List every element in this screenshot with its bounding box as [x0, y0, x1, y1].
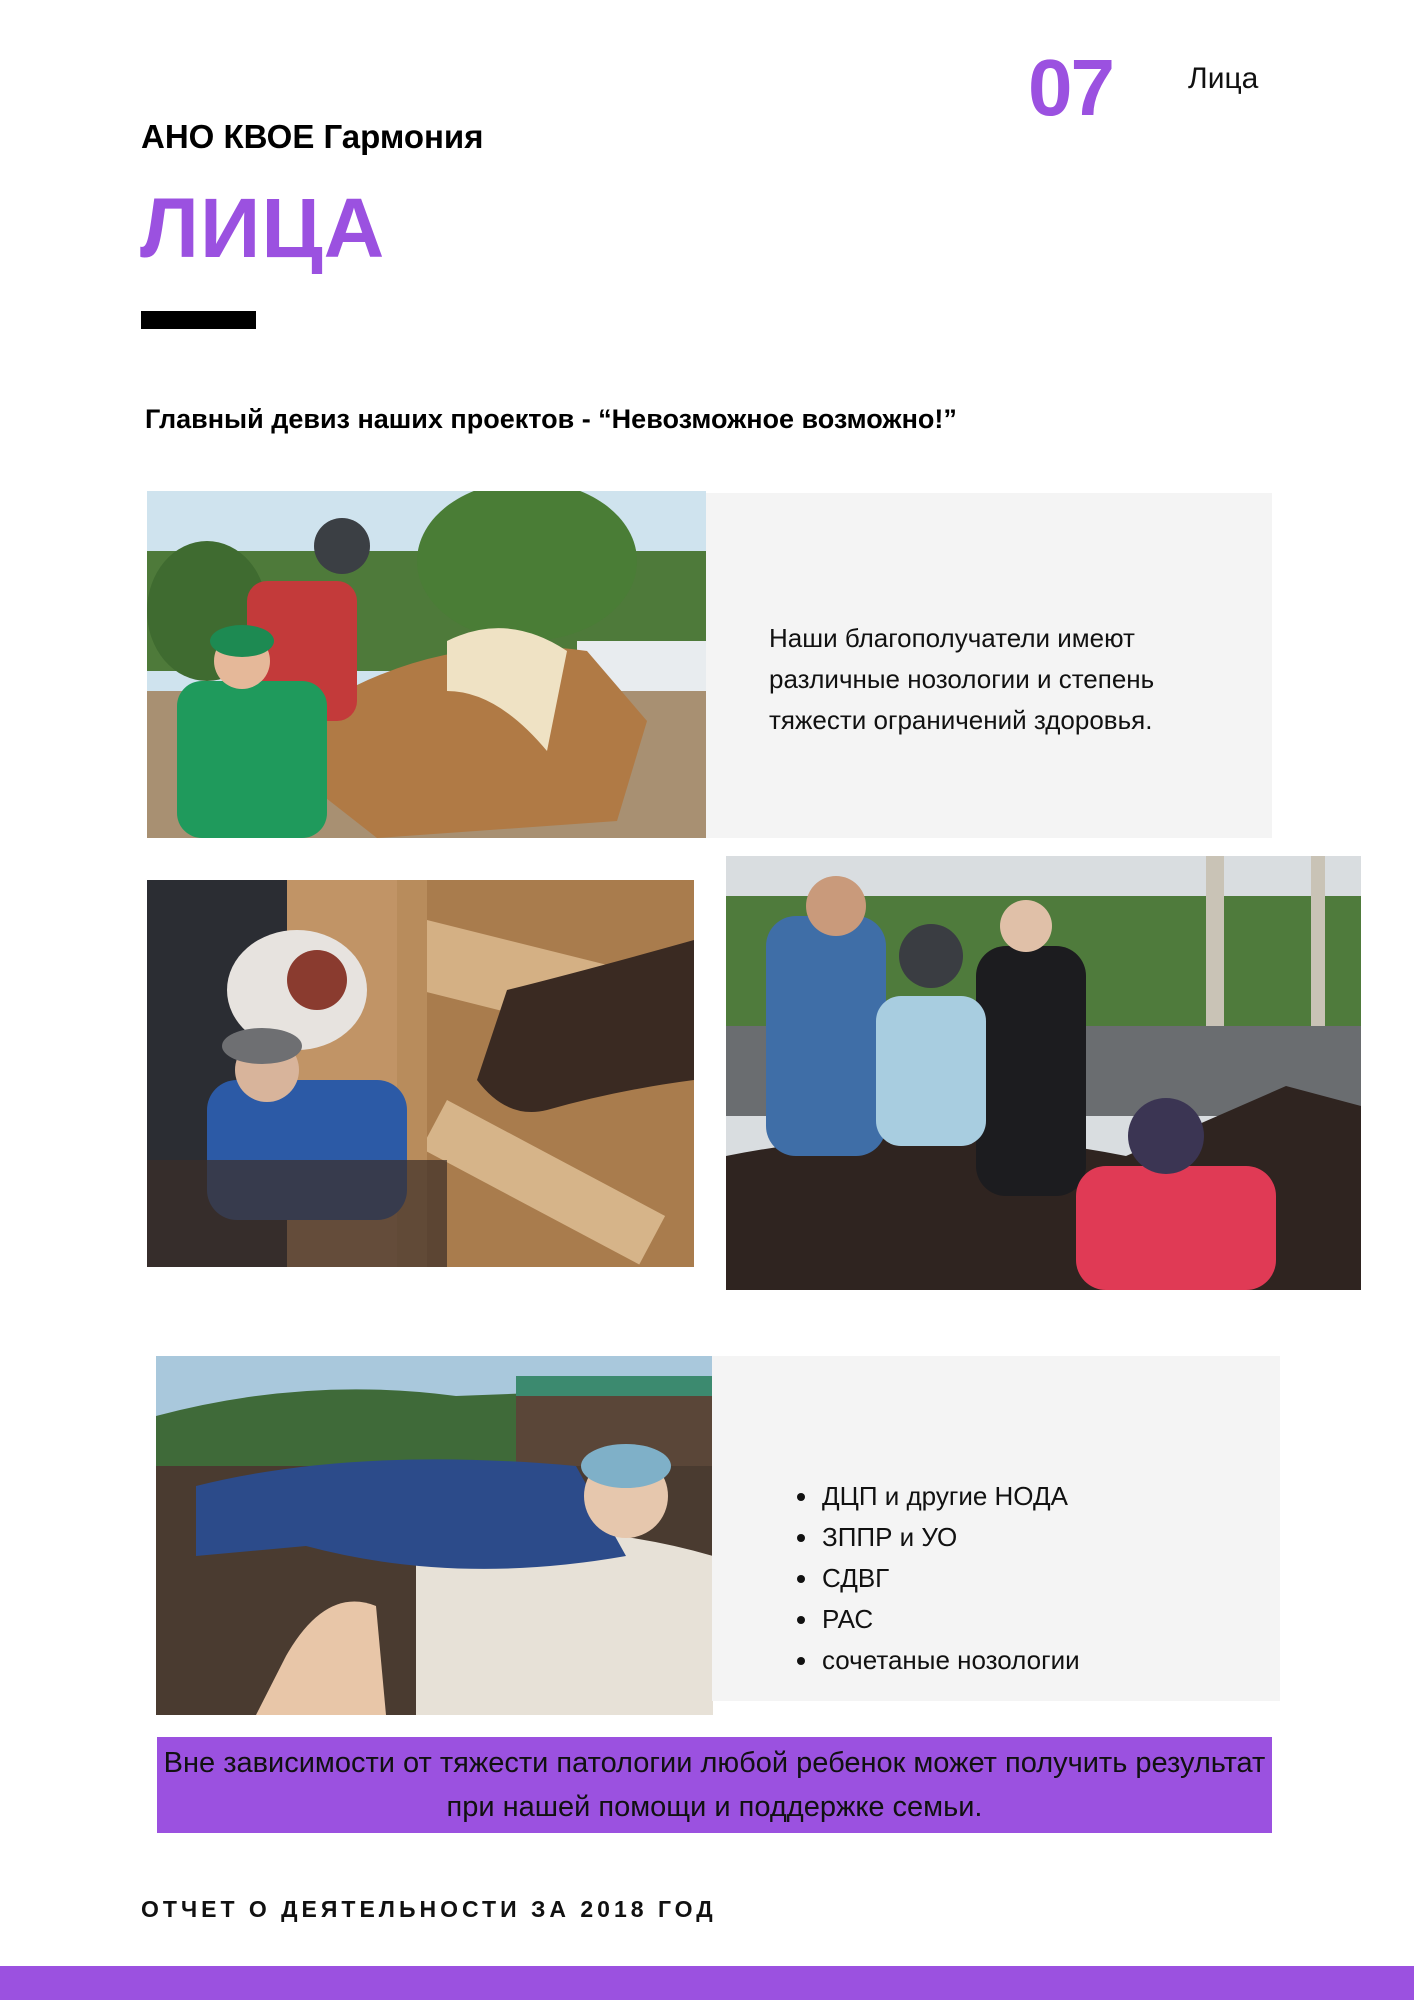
footer-report-title: ОТЧЕТ О ДЕЯТЕЛЬНОСТИ ЗА 2018 ГОД: [141, 1896, 717, 1922]
list-item: • ЗППР и УО: [820, 1517, 1080, 1558]
banner-text: Вне зависимости от тяжести патологии любой ребенок может получить результат при нашей помощи и поддержке семьи.: [163, 1747, 1266, 1823]
page-number: 07: [1028, 43, 1113, 132]
footer-bar: [0, 1966, 1414, 2000]
photo-child-lying-on-horse: [156, 1356, 713, 1715]
motto-heading: Главный девиз наших проектов - “Невозможное возможно!”: [145, 404, 957, 434]
beneficiaries-text: Наши благополучатели имеют различные нозологии и степень тяжести ограничений здоровья.: [769, 623, 1155, 735]
list-item: • ДЦП и другие НОДА: [820, 1476, 1080, 1517]
title-underline: [141, 311, 256, 329]
org-name: АНО КВОЕ Гармония: [141, 118, 484, 155]
list-item: • РАС: [820, 1599, 1080, 1640]
photo-child-in-wheelchair-at-stable: [147, 880, 694, 1267]
photo-rider-with-instructor: [147, 491, 706, 838]
photo-child-with-adults-and-horse: [726, 856, 1361, 1290]
nosologies-list: [768, 1476, 1080, 1681]
section-name: Лица: [1188, 62, 1259, 95]
page-title: ЛИЦА: [140, 181, 386, 275]
result-banner: [157, 1737, 1272, 1833]
list-item: • сочетаные нозологии: [820, 1640, 1080, 1681]
list-item: • СДВГ: [820, 1558, 1080, 1599]
